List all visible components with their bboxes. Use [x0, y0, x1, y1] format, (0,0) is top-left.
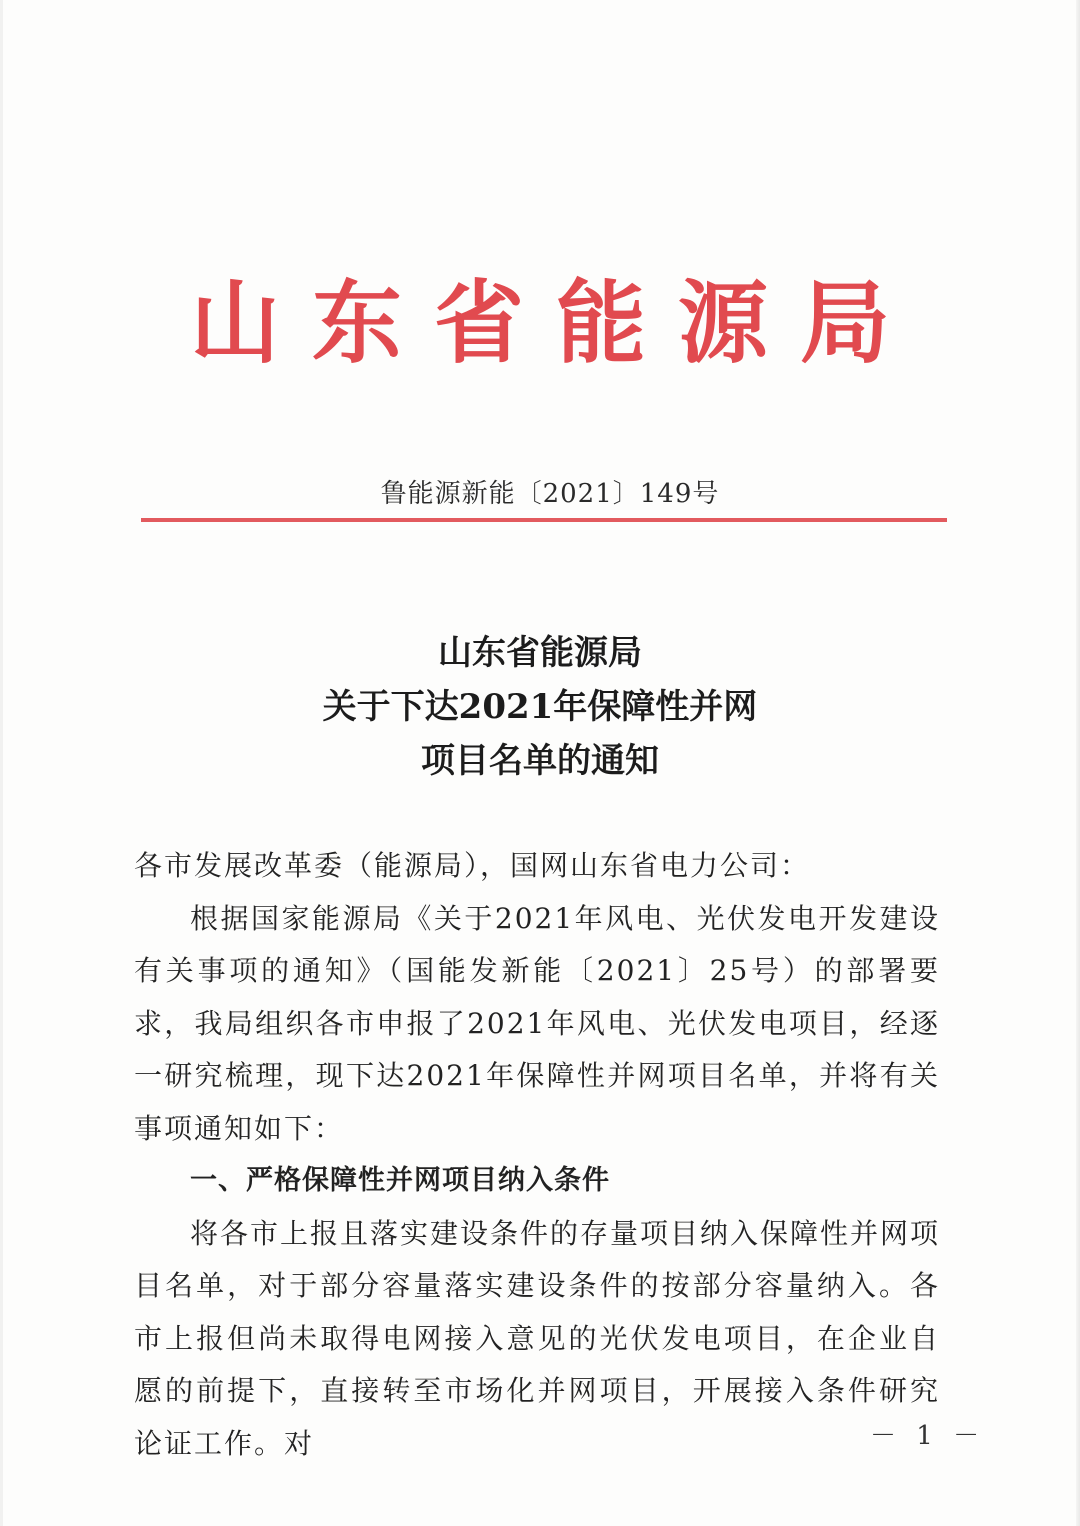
document-number: 鲁能源新能〔2021〕149号	[380, 479, 720, 509]
paragraph-1: 根据国家能源局《关于2021年风电、光伏发电开发建设有关事项的通知》（国能发新能〔2021〕25号）的部署要求，我局组织各市申报了2021年风电、光伏发电项目，经逐一研究梳理，现下达2021年保障性并网项目名单，并将有关事项通知如下：	[134, 901, 940, 1145]
salutation: 各市发展改革委（能源局），国网山东省电力公司：	[134, 849, 811, 882]
notice-title-line-1: 山东省能源局	[438, 633, 642, 673]
section-heading-1: 一、严格保障性并网项目纳入条件	[190, 1165, 610, 1196]
red-separator-line	[141, 518, 947, 522]
agency-header: 山东省能源局	[190, 270, 922, 376]
notice-title-line-2: 关于下达2021年保障性并网	[322, 687, 758, 727]
page-number: － 1 －	[870, 1421, 986, 1451]
notice-title	[0, 626, 1080, 788]
notice-title-line-3: 项目名单的通知	[421, 741, 659, 781]
notice-body	[134, 840, 940, 1470]
paragraph-2: 将各市上报且落实建设条件的存量项目纳入保障性并网项目名单，对于部分容量落实建设条件的按部分容量纳入。各市上报但尚未取得电网接入意见的光伏发电项目，在企业自愿的前提下，直接转至市场化并网项目，开展接入条件研究论证工作。对	[134, 1216, 941, 1460]
